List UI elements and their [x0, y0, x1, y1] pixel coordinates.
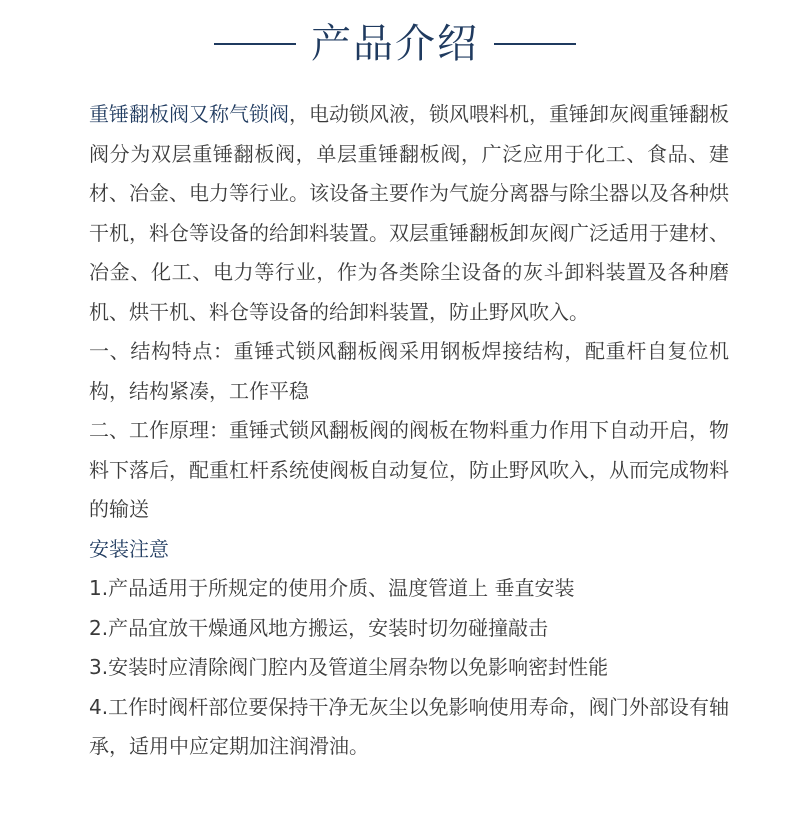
section-header: [0, 16, 790, 72]
title-rule-right: [494, 43, 576, 45]
page-title: 产品介绍: [311, 21, 479, 67]
installation-item: 4.工作时阀杆部位要保持干净无灰尘以免影响使用寿命，阀门外部设有轴承，适用中应定期加注润滑油。: [89, 694, 729, 758]
intro-paragraph: [89, 95, 729, 332]
installation-item: 1.产品适用于所规定的使用介质、温度管道上 垂直安装: [89, 576, 575, 600]
product-description: [89, 95, 729, 767]
installation-title: 安装注意: [89, 536, 169, 561]
intro-text: ，电动锁风液，锁风喂料机，重锤卸灰阀重锤翻板阀分为双层重锤翻板阀，单层重锤翻板阀，广泛应用于化工、食品、建材、冶金、电力等行业。该设备主要作为气旋分离器与除尘器以及各种烘干机，料仓等设备的给卸料装置。双层重锤翻板卸灰阀广泛适用于建材、冶金、化工、电力等行业，作为各类除尘设备的灰斗卸料装置及各种磨机、烘干机、料仓等设备的给卸料装置，防止野风吹入。: [89, 102, 729, 324]
title-rule-left: [214, 43, 296, 45]
structure-paragraph: 一、结构特点：重锤式锁风翻板阀采用钢板焊接结构，配重杆自复位机构，结构紧凑，工作平稳: [89, 339, 729, 403]
installation-item: 2.产品宜放干燥通风地方搬运，安装时切勿碰撞敲击: [89, 615, 549, 640]
installation-item: 3.安装时应清除阀门腔内及管道尘屑杂物以免影响密封性能: [89, 655, 609, 679]
intro-lead: 重锤翻板阀又称气锁阀: [89, 102, 289, 126]
principle-paragraph: 二、工作原理：重锤式锁风翻板阀的阀板在物料重力作用下自动开启，物料下落后，配重杠杆系统使阀板自动复位，防止野风吹入，从而完成物料的输送: [89, 418, 729, 521]
